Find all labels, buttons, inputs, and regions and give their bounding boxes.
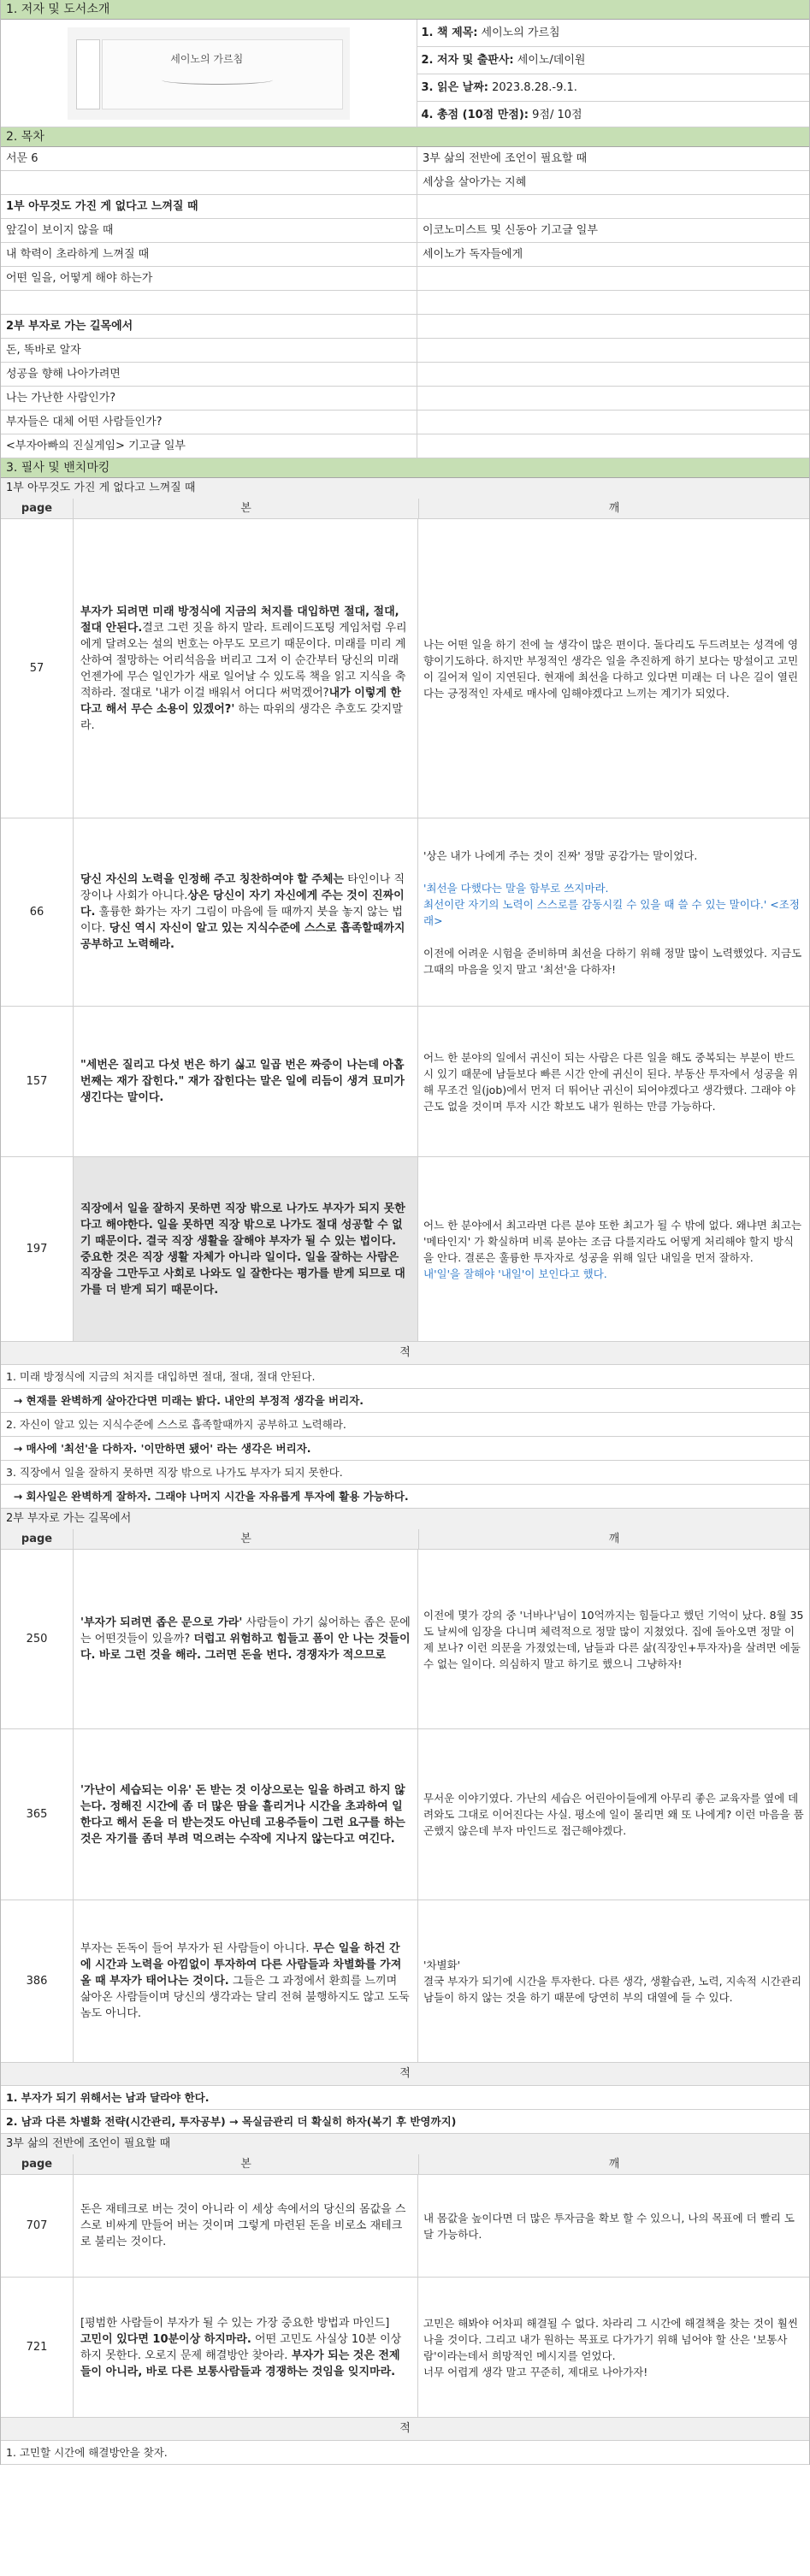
summary-line: 3. 직장에서 일을 잘하지 못하면 직장 밖으로 나가도 부자가 되지 못한다. bbox=[1, 1461, 809, 1485]
ke-text-line: 내 몸값을 높이다면 더 많은 투자금을 확보 할 수 있으니, 나의 목표에 더 빨리 도달 가능하다. bbox=[423, 2211, 795, 2241]
column-header-ke: 깨 bbox=[608, 2158, 620, 2171]
ke-text bbox=[423, 848, 804, 978]
ke-text-line bbox=[423, 929, 804, 945]
toc-row bbox=[1, 195, 809, 219]
bon-text-span: 훌륭한 화가는 자기 그림이 마음에 들 때까지 붓을 놓지 않는 법이다. bbox=[80, 906, 403, 935]
toc-right-item bbox=[417, 387, 809, 410]
summary-line: 1. 미래 방정식에 지금의 처지를 대입하면 절대, 절대, 절대 안된다. bbox=[1, 1365, 809, 1389]
toc-left-item: 성공을 향해 나아가려면 bbox=[1, 363, 417, 386]
bon-cell bbox=[74, 818, 418, 1006]
ke-text-line: 고민은 해봐야 어차피 해결될 수 없다. 차라리 그 시간에 해결책을 찾는 것이 훨씬 나을 것이다. 그리고 내가 원하는 목표로 다가가기 위해 넘어야 할 산은 '보통사람'이라는데서 희망적인 메시지를 얻었다. bbox=[423, 2316, 799, 2362]
note-row bbox=[1, 2175, 809, 2278]
toc-left-item: 서문 6 bbox=[1, 147, 417, 170]
toc-left-item: 부자들은 대체 어떤 사람들인가? bbox=[1, 411, 417, 434]
toc-row bbox=[1, 267, 809, 291]
ke-cell bbox=[418, 818, 809, 1006]
bon-text bbox=[80, 2201, 411, 2250]
ke-text bbox=[423, 1049, 804, 1114]
bon-text-span: 상은 당신이 자기 자신에게 주는 것이 진짜이다. bbox=[80, 889, 405, 919]
ke-text-line: 결국 부자가 되기에 시간을 투자한다. 다른 생각, 생활습관, 노력, 지속적 시간관리 bbox=[423, 1975, 802, 1988]
column-header-row bbox=[1, 1529, 809, 1550]
toc-right-item bbox=[417, 291, 809, 314]
bon-text-span: 그들은 그 과정에서 환희를 느끼며 삶아온 사람들이며 당신의 생각과는 달리 전혀 불행하지도 않고 도둑놈도 아니다. bbox=[80, 1975, 410, 2020]
ke-text-line: 남들이 하지 않는 것을 하기 때문에 당연히 부의 대열에 들 수 있다. bbox=[423, 1991, 733, 2004]
ke-text bbox=[423, 1957, 801, 2006]
ke-text-line: 내'일'을 잘해야 '내일'이 보인다고 했다. bbox=[423, 1267, 607, 1280]
bon-text-span: 부자가 되는 것은 전제들이 아니라, 바로 다른 보통사람들과 경쟁하는 것임을 잊지마라. bbox=[80, 2349, 400, 2378]
column-header-ke: 깨 bbox=[608, 502, 620, 515]
column-header-bon: 본 bbox=[74, 2154, 419, 2174]
column-header-page: page bbox=[1, 1529, 74, 1549]
bon-text-span: 고민이 있다면 10분이상 하지마라. bbox=[80, 2332, 251, 2346]
bon-text-span: 사람들이 가기 싫어하는 좁은 문에는 어떤것들이 있을까? bbox=[80, 1616, 411, 1645]
page-number-cell: 707 bbox=[1, 2175, 74, 2277]
page-number-cell: 386 bbox=[1, 1900, 74, 2062]
toc-right-item: 세상을 살아가는 지혜 bbox=[423, 176, 527, 189]
book-info-cell bbox=[417, 20, 809, 127]
bon-text-span: 어떤 고민도 사실상 10분 이상 하지 못한다. 오로지 문제 해결방안 찾아라. bbox=[80, 2332, 402, 2362]
summary-line: 2. 남과 다른 차별화 전략(시간관리, 투자공부) → 목실금관리 더 확실히 하자(복기 후 반영까지) bbox=[1, 2110, 809, 2134]
summary-header: 적 bbox=[1, 2418, 809, 2441]
book-score-line: 4. 총점 (10점 만점): 9점/ 10점 bbox=[421, 109, 582, 121]
toc-row bbox=[1, 147, 809, 171]
ke-text bbox=[423, 2315, 804, 2380]
toc-right-item bbox=[417, 315, 809, 338]
column-header-page: page bbox=[1, 499, 74, 518]
ke-cell bbox=[418, 2278, 809, 2417]
book-cover-title: 세이노의 가르침 bbox=[170, 52, 244, 65]
bon-text-span: 돈은 재테크로 버는 것이 아니라 이 세상 속에서의 당신의 몸값을 스스로 비싸게 만들어 버는 것이며 그렇게 마련된 돈을 비로소 재테크로 불리는 것이다. bbox=[80, 2203, 406, 2248]
bon-text-span: 부자가 되려면 미래 방정식에 지금의 처지를 대입하면 절대, 절대, 절대 안된다. bbox=[80, 605, 399, 635]
ke-text-line: 너무 어렵게 생각 말고 꾸준히, 제대로 나아가자! bbox=[423, 2365, 648, 2378]
toc-right-item bbox=[417, 267, 809, 290]
ke-text-line: 이전에 어려운 시험을 준비하며 최선을 다하기 위해 정말 많이 노력했었다. 지금도 그때의 마음을 잊지 말고 '최선'을 다하자! bbox=[423, 946, 802, 976]
ke-cell bbox=[418, 2175, 809, 2277]
summary-line: 1. 부자가 되기 위해서는 남과 달라야 한다. bbox=[1, 2086, 809, 2110]
note-row bbox=[1, 1007, 809, 1157]
bon-text-span: 돈 받는 것 이상으로는 일을 하려고 하지 않는다. 정해진 시간에 좀 더 많은 땀을 흘리거나 시간을 초과하여 일한다고 해서 돈을 더 받는것도 아닌데 고용주들이 그런 요구를 하는 것은 자기를 좀더 부려 먹으려는 수작에 지나지 않는다고 여긴다. bbox=[80, 1783, 405, 1846]
summary-line: 2. 자신이 알고 있는 지식수준에 스스로 흡족할때까지 공부하고 노력해라. bbox=[1, 1413, 809, 1437]
bon-text-span: 무슨 일을 하건 간에 시간과 노력을 아낌없이 투자하여 다른 사람들과 차별화를 가져올 때 부자가 태어나는 것이다. bbox=[80, 1942, 402, 1988]
bon-text-span: 그러면 돈을 번다. 경쟁자가 적으므로 bbox=[201, 1649, 386, 1662]
ke-text bbox=[423, 2210, 804, 2242]
bon-text-span: 재가 잡힌다는 말은 일에 리듬이 생겨 묘미가 생긴다는 말이다. bbox=[80, 1075, 405, 1104]
part-title: 2부 부자로 가는 길목에서 bbox=[1, 1509, 809, 1529]
notes-container bbox=[1, 478, 809, 2465]
column-header-ke: 깨 bbox=[608, 1533, 620, 1545]
page-number-cell: 66 bbox=[1, 818, 74, 1006]
bon-text-span: 부자는 돈독이 들어 부자가 된 사람들이 아니다. bbox=[80, 1942, 310, 1955]
bon-cell bbox=[74, 2278, 418, 2417]
toc-left-item bbox=[1, 171, 417, 194]
bon-cell bbox=[74, 1729, 418, 1900]
bon-text bbox=[80, 1615, 411, 1663]
ke-cell bbox=[418, 1157, 809, 1341]
bon-cell bbox=[74, 1007, 418, 1156]
page-number-cell: 197 bbox=[1, 1157, 74, 1341]
section-header-author: 1. 저자 및 도서소개 bbox=[1, 0, 809, 20]
page-number-cell: 250 bbox=[1, 1550, 74, 1728]
toc-left-item: 앞길이 보이지 않을 때 bbox=[1, 219, 417, 242]
ke-text-line: 어느 한 분야의 일에서 귀신이 되는 사람은 다른 일을 해도 중복되는 부분이 반드시 있기 때문에 남들보다 빠른 시간 안에 귀신이 된다. 부동산 투자에서 성공을 위해 무조건 일(job)에서 먼저 더 뛰어난 귀신이 되어야겠다고 생각했다. 그래야 야근도 없을 것이며 투자 시간 확보도 내가 원하는 만큼 가능하다. bbox=[423, 1050, 799, 1113]
toc-row bbox=[1, 219, 809, 243]
note-row bbox=[1, 1900, 809, 2063]
toc-table bbox=[1, 147, 809, 458]
bon-text-span: 타인이나 직장이나 사회가 아니다. bbox=[80, 873, 405, 902]
toc-left-item bbox=[1, 291, 417, 314]
ke-text-line: 나는 어떤 일을 하기 전에 늘 생각이 많은 편이다. 돌다리도 두드려보는 성격에 영향이기도하다. 하지만 부정적인 생각은 일을 추진하게 하기 보다는 망설이고 고민이 길어져 일이 지연된다. 현재에 최선을 다하고 있다면 미래는 더 나은 길이 열린다는 긍정적인 자세로 매사에 임해야겠다고 느끼는 계기가 되었다. bbox=[423, 637, 799, 700]
note-row bbox=[1, 1550, 809, 1729]
ke-text bbox=[423, 636, 804, 701]
toc-right-item bbox=[417, 411, 809, 434]
bon-text-span: 하는 따위의 생각은 추호도 갖지말라. bbox=[80, 702, 403, 732]
ke-cell bbox=[418, 1900, 809, 2062]
summary-line: → 현재를 완벽하게 살아간다면 미래는 밝다. 내안의 부정적 생각을 버리자. bbox=[1, 1389, 809, 1413]
bon-text bbox=[80, 604, 411, 734]
note-row bbox=[1, 2278, 809, 2418]
bon-cell bbox=[74, 2175, 418, 2277]
bon-text-span: '부자가 되려면 좁은 문으로 가라' bbox=[80, 1616, 243, 1629]
toc-right-item bbox=[417, 434, 809, 458]
toc-right-item bbox=[417, 339, 809, 362]
toc-right-item: 세이노가 독자들에게 bbox=[423, 248, 523, 261]
ke-text-line: 어느 한 분야에서 최고라면 다른 분야 또한 최고가 될 수 밖에 없다. 왜냐면 최고는 '메타인지' 가 확실하며 비록 분야는 조금 다를지라도 어떻게 처리해야 할지 방식을 안다. 결론은 훌륭한 투자자로 성공을 위해 일단 내일을 먼저 잘하자. bbox=[423, 1218, 802, 1264]
ke-text-line: 최선이란 자기의 노력이 스스로를 감동시킬 수 있을 때 쓸 수 있는 말이다.' <조정래> bbox=[423, 897, 800, 927]
bon-text-span: 더럽고 위험하고 힘들고 폼이 안 나는 것들이다. 바로 그런 것을 해라. bbox=[80, 1633, 411, 1662]
note-row bbox=[1, 519, 809, 818]
bon-text-span: 내가 이렇게 한다고 해서 무슨 소용이 있겠어?' bbox=[80, 686, 401, 716]
bon-text bbox=[80, 1201, 411, 1298]
summary-line: → 회사일은 완벽하게 잘하자. 그래야 나머지 시간을 자유롭게 투자에 활용 가능하다. bbox=[1, 1485, 809, 1509]
bon-text-span: "세번은 질리고 다섯 번은 하기 싫고 일곱 번은 짜증이 나는데 아홉 번째는 재가 잡힌다." bbox=[80, 1059, 405, 1088]
page-number-cell: 365 bbox=[1, 1729, 74, 1900]
section-header-notes: 3. 필사 및 밴치마킹 bbox=[1, 458, 809, 478]
bon-text-span: '가난이 세습되는 이유' bbox=[80, 1783, 192, 1797]
toc-row bbox=[1, 411, 809, 434]
toc-left-item: <부자아빠의 진실게임> 기고글 일부 bbox=[1, 434, 417, 458]
book-cover-image bbox=[68, 27, 350, 120]
book-cover-cell bbox=[1, 20, 417, 127]
note-row bbox=[1, 1157, 809, 1342]
section-header-toc: 2. 목차 bbox=[1, 127, 809, 147]
book-info-row bbox=[1, 20, 809, 127]
summary-header: 적 bbox=[1, 2063, 809, 2086]
page-number-cell: 721 bbox=[1, 2278, 74, 2417]
note-row bbox=[1, 818, 809, 1007]
toc-left-item: 나는 가난한 사람인가? bbox=[1, 387, 417, 410]
book-date-line: 3. 읽은 날짜: 2023.8.28.-9.1. bbox=[417, 74, 809, 102]
bon-text bbox=[80, 1057, 411, 1106]
ke-cell bbox=[418, 519, 809, 818]
ke-text bbox=[423, 1607, 804, 1672]
bon-text-span: 직장에서 일을 잘하지 못하면 직장 밖으로 나가도 부자가 되지 못한다고 해야한다. 일을 못하면 직장 밖으로 나가도 절대 성공할 수 없기 때문이다. 결국 직장 생활을 잘해야 부자가 될 수 있는 법이다. 중요한 것은 직장 생활 자체가 아니라 일이다. 일을 잘하는 사람은 직장을 그만두고 사회로 나와도 일 잘한다는 평가를 받게 되므로 대가를 더 받게 되기 때문이다. bbox=[80, 1202, 405, 1297]
toc-left-item: 내 학력이 초라하게 느껴질 때 bbox=[1, 243, 417, 266]
ke-text-line: 이전에 몇가 강의 중 '너바나'님이 10억까지는 힘들다고 했던 기억이 났다. 8월 35도 날씨에 임장을 다니며 체력적으로 정말 많이 지쳤었다. 집에 돌아오면 정말 이제 보나? 이런 의문을 가졌었는데, 남들과 다른 삶(직장인+투자자)을 살려면 에둘 수 없는 일이다. 의심하지 말고 하기로 했으니 그냥하자! bbox=[423, 1608, 804, 1670]
bon-text bbox=[80, 871, 411, 953]
note-row bbox=[1, 1729, 809, 1900]
page-number-cell: 57 bbox=[1, 519, 74, 818]
column-header-bon: 본 bbox=[74, 1529, 419, 1549]
page-number-cell: 157 bbox=[1, 1007, 74, 1156]
toc-left-item: 돈, 똑바로 알자 bbox=[1, 339, 417, 362]
ke-text-line: '차별화' bbox=[423, 1959, 461, 1971]
bon-text bbox=[80, 1782, 411, 1847]
ke-text-line: '상은 내가 나에게 주는 것이 진짜' 정말 공감가는 말이었다. bbox=[423, 848, 698, 862]
ke-text-line: '최선을 다했다는 말을 함부로 쓰지마라. bbox=[423, 881, 609, 895]
book-title-line: 1. 책 제목: 세이노의 가르침 bbox=[417, 20, 809, 47]
ke-cell bbox=[418, 1550, 809, 1728]
bon-cell bbox=[74, 1550, 418, 1728]
toc-row bbox=[1, 363, 809, 387]
bon-cell bbox=[74, 1900, 418, 2062]
part-title: 3부 삶의 전반에 조언이 필요할 때 bbox=[1, 2134, 809, 2154]
toc-row bbox=[1, 291, 809, 315]
bon-text bbox=[80, 1941, 411, 2022]
summary-line: 1. 고민할 시간에 해결방안을 찾자. bbox=[1, 2441, 809, 2465]
toc-row bbox=[1, 315, 809, 339]
toc-row bbox=[1, 339, 809, 363]
bon-cell bbox=[74, 1157, 418, 1341]
bon-text-span: 결코 그런 짓을 하지 말라. 트레이드포팅 게임처럼 우리에게 달려오는 설의 번호는 아무도 모르기 때문이다. 미래를 미리 계산하여 절망하는 어리석음을 버리고 그저 이 순간부터 당신의 미래 언젠가에 무슨 일인가가 새로 일어날 수 있도록 책을 읽고 지식을 축적하라. 절대로 '내가 이걸 배워서 어디다 써먹겠어? bbox=[80, 621, 407, 700]
ke-text-line bbox=[423, 864, 804, 880]
column-header-row bbox=[1, 2154, 809, 2175]
bon-cell bbox=[74, 519, 418, 818]
toc-left-item: 2부 부자로 가는 길목에서 bbox=[1, 315, 417, 338]
bon-text bbox=[80, 2315, 411, 2380]
ke-cell bbox=[418, 1007, 809, 1156]
column-header-row bbox=[1, 499, 809, 519]
summary-header: 적 bbox=[1, 1342, 809, 1365]
toc-right-item: 3부 삶의 전반에 조언이 필요할 때 bbox=[423, 152, 588, 165]
toc-right-item: 이코노미스트 및 신동아 기고글 일부 bbox=[423, 224, 598, 237]
part-title: 1부 아무것도 가진 게 없다고 느껴질 때 bbox=[1, 478, 809, 499]
ke-cell bbox=[418, 1729, 809, 1900]
toc-right-item bbox=[417, 363, 809, 386]
bon-text-span: [평범한 사람들이 부자가 될 수 있는 가장 중요한 방법과 마인드] bbox=[80, 2316, 390, 2330]
column-header-bon: 본 bbox=[74, 499, 419, 518]
column-header-page: page bbox=[1, 2154, 74, 2174]
toc-row bbox=[1, 243, 809, 267]
ke-text bbox=[423, 1217, 804, 1282]
toc-right-item bbox=[417, 195, 809, 218]
ke-text-line: 무서운 이야기였다. 가난의 세습은 어린아이들에게 아무리 좋은 교육자를 옆에 데려와도 그대로 이어진다는 사실. 평소에 일이 몰리면 왜 또 나에게? 이런 마음을 품곤했지 않은데 부자 마인드로 접근해야겠다. bbox=[423, 1792, 804, 1837]
toc-left-item: 어떤 일을, 어떻게 해야 하는가 bbox=[1, 267, 417, 290]
toc-row bbox=[1, 171, 809, 195]
toc-row bbox=[1, 387, 809, 411]
bon-text-span: 당신 자신의 노력을 인정해 주고 칭찬하여야 할 주체는 bbox=[80, 873, 344, 886]
book-author-line: 2. 저자 및 출판사: 세이노/데이원 bbox=[417, 47, 809, 74]
toc-row bbox=[1, 434, 809, 458]
summary-line: → 매사에 '최선'을 다하자. '이만하면 됐어' 라는 생각은 버리자. bbox=[1, 1437, 809, 1461]
bon-text-span: 당신 역시 자신이 알고 있는 지식수준에 스스로 흡족할때까지 공부하고 노력해라. bbox=[80, 922, 405, 951]
ke-text bbox=[423, 1790, 804, 1839]
toc-left-item: 1부 아무것도 가진 게 없다고 느껴질 때 bbox=[1, 195, 417, 218]
